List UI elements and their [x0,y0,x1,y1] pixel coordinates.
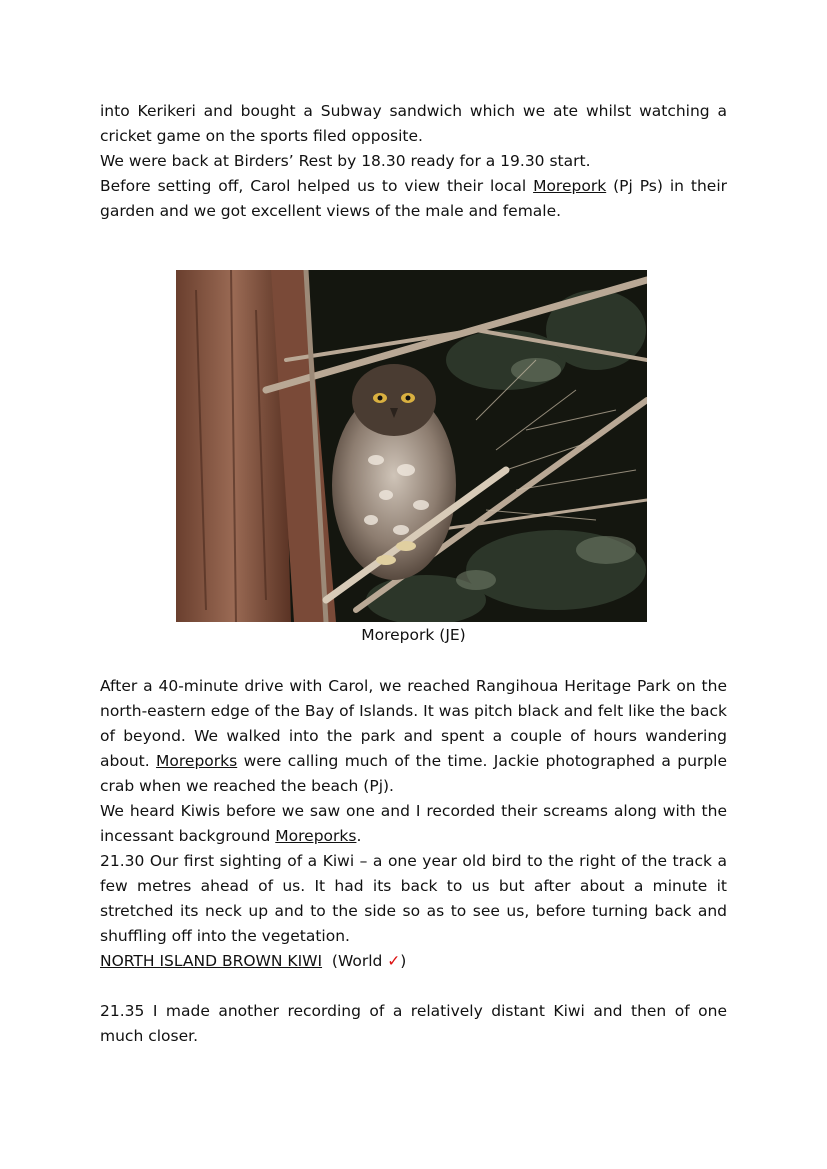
moreporks-link: Moreporks [156,752,238,770]
text-span: . [356,827,362,845]
species-name: NORTH ISLAND BROWN KIWI [100,952,323,970]
morepork-link: Morepork [533,177,607,195]
paragraph-species-line [100,949,727,974]
text-span: We heard Kiwis before we saw one and I recorded their screams along with the incessant background [100,802,727,845]
paragraph-kiwi-recording: 21.35 I made another recording of a relatively distant Kiwi and then of one much closer. [100,1002,727,1045]
morepork-photo [176,270,647,622]
photo-caption: Morepork (JE) [361,626,466,644]
check-icon: ✓ [387,952,401,970]
intro-text [100,99,727,224]
night-walk-text [100,674,727,1049]
paragraph-rangihoua [100,674,727,799]
world-label: (World [322,952,388,970]
moreporks-link: Moreporks [275,827,357,845]
text-span: were calling much of the time. Jackie photographed a purple crab when we reached the beach (Pj). [100,752,728,795]
paragraph-birders-rest: We were back at Birders’ Rest by 18.30 ready for a 19.30 start. [100,152,591,170]
text-span: Before setting off, Carol helped us to view their local [100,177,534,195]
text-span: ) [400,952,407,970]
paragraph-morepork-garden [100,174,727,224]
morepork-illustration [176,270,647,622]
text-span: (Pj Ps) in their garden and we got excellent views of the male and female. [100,177,727,220]
blank-line [100,974,727,999]
text-span: After a 40-minute drive with Carol, we reached Rangihoua Heritage Park on the north-eastern edge of the Bay of Islands. It was pitch black and felt like the back of beyond. We walked into the park and spent a couple of hours wandering about. [100,677,727,770]
paragraph-kiwi-heard [100,799,727,849]
paragraph-kerikeri: into Kerikeri and bought a Subway sandwich which we ate whilst watching a cricket game on the sports filed opposite. [100,102,727,145]
paragraph-kiwi-sighting: 21.30 Our first sighting of a Kiwi – a one year old bird to the right of the track a few metres ahead of us. It had its back to us but after about a minute it stretched its neck up and to the side so as to see us, before turning back and shuffling off into the vegetation. [100,852,727,945]
